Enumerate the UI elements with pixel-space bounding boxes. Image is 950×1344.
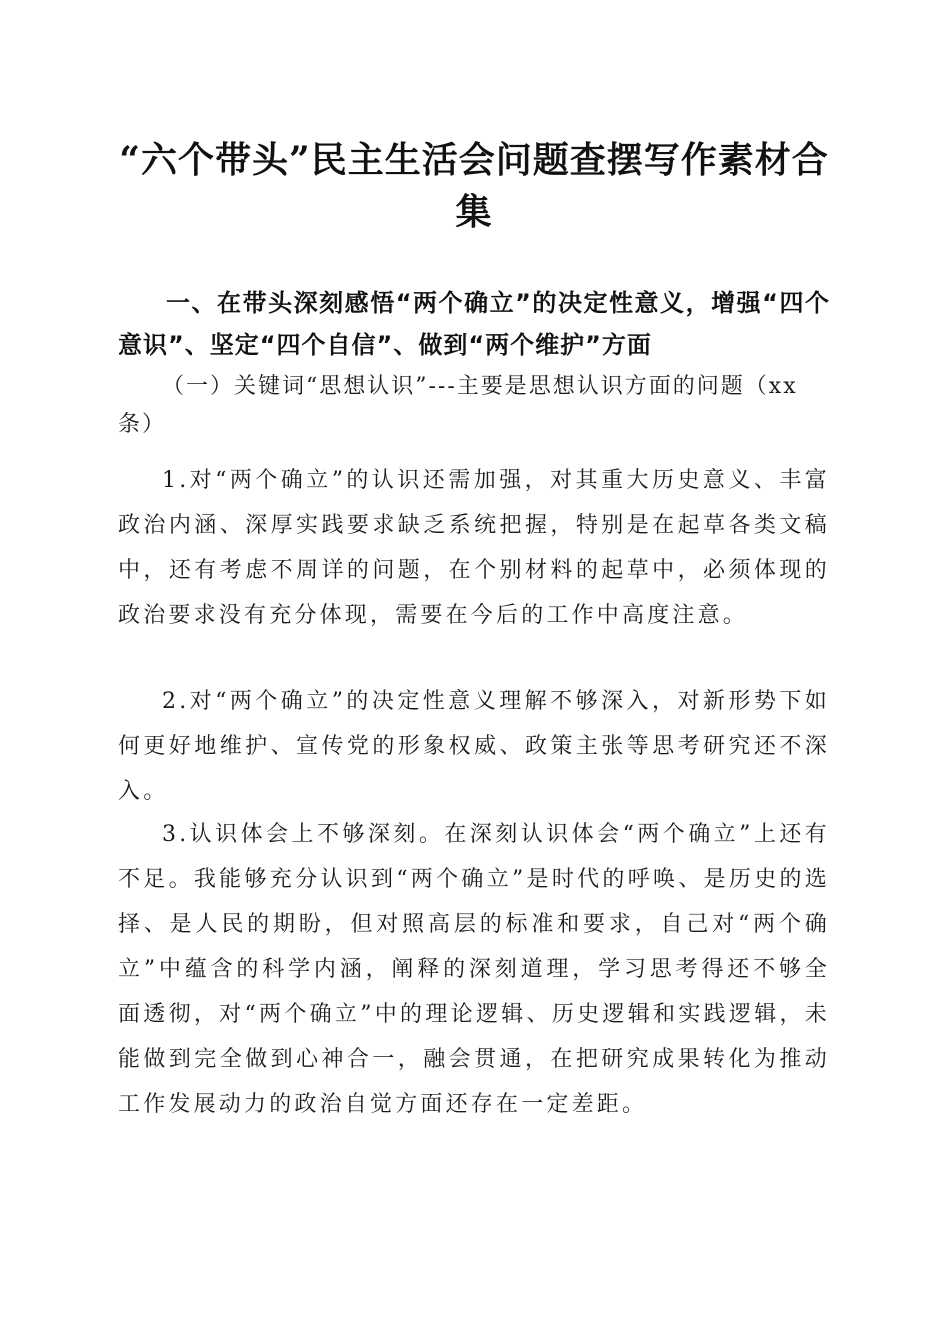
subsection-heading: （一）关键词“思想认识”---主要是思想认识方面的问题（xx条） [118,374,798,437]
paragraph: 3.认识体会上不够深刻。在深刻认识体会“两个确立”上还有不足。我能够充分认识到“两个确立”是时代的呼唤、是历史的选择、是人民的期盼，但对照高层的标准和要求，自己对“两个确立”中蕴含的科学内涵，阐释的深刻道理，学习思考得还不够全面透彻，对“两个确立”中的理论逻辑、历史逻辑和实践逻辑，未能做到完全做到心神合一，融会贯通，在把研究成果转化为推动工作发展动力的政治自觉方面还存在一定差距。 [118,822,830,1117]
document-title: “六个带头”民主生活会问题查摆写作素材合集 [119,139,829,233]
section-heading: 一、在带头深刻感悟“两个确立”的决定性意义，增强“四个意识”、坚定“四个自信”、做到“两个维护”方面 [118,289,830,359]
paragraph: 2.对“两个确立”的决定性意义理解不够深入，对新形势下如何更好地维护、宣传党的形象权威、政策主张等思考研究还不深入。 [118,689,830,804]
paragraph: 1.对“两个确立”的认识还需加强，对其重大历史意义、丰富政治内涵、深厚实践要求缺乏系统把握，特别是在起草各类文稿中，还有考虑不周详的问题，在个别材料的起草中，必须体现的政治要求没有充分体现，需要在今后的工作中高度注意。 [118,468,830,628]
